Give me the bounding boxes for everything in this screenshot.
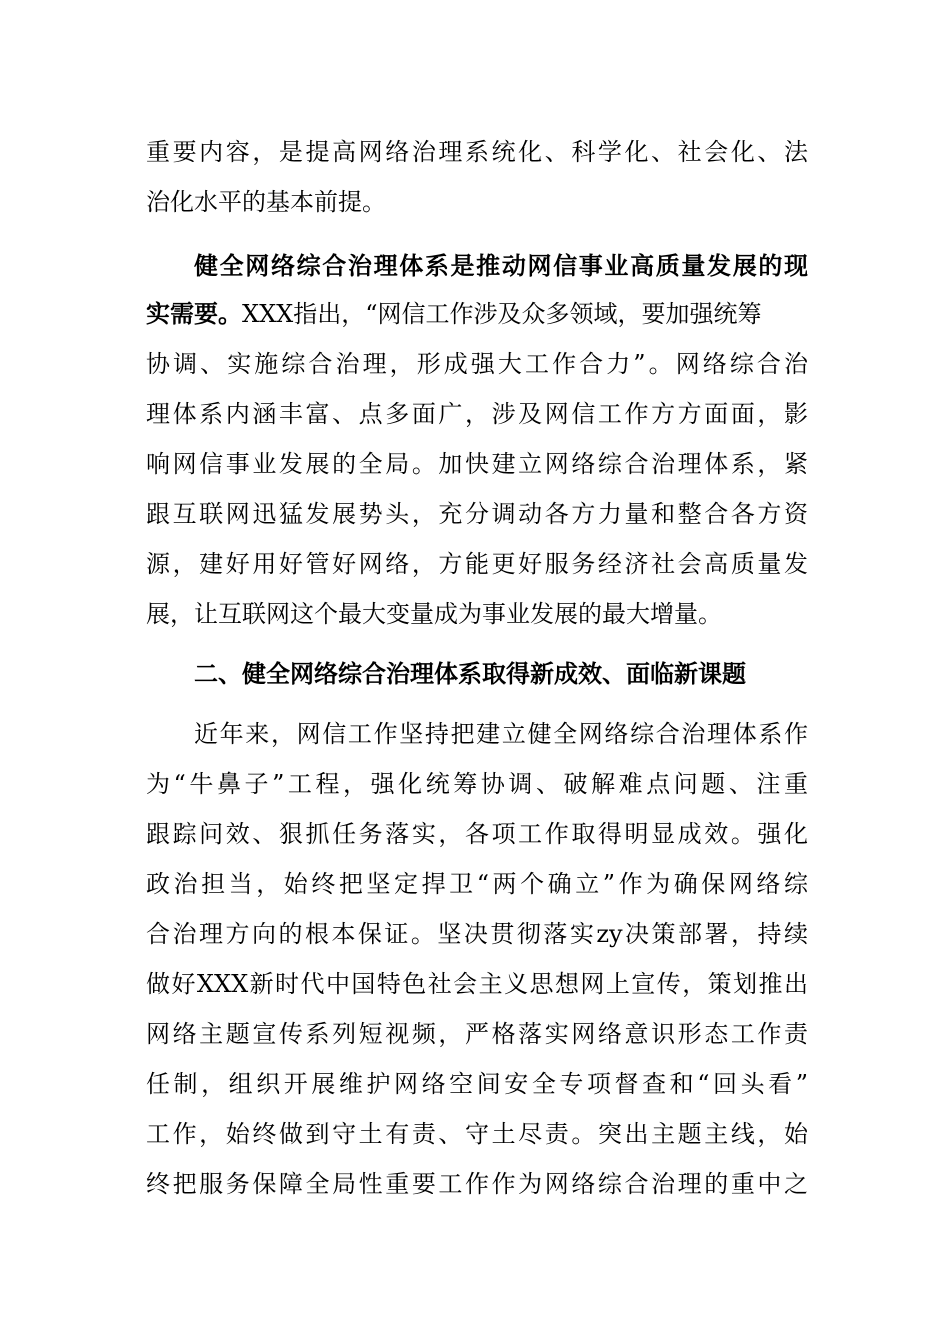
text-line: 协调、实施综合治理，形成强大工作合力”。网络综合治 [146, 350, 808, 378]
text-line: 跟踪问效、狠抓任务落实，各项工作取得明显成效。强化 [146, 820, 808, 848]
paragraph-lead-bold-end: 实需要。 [146, 299, 242, 328]
text-line: 源，建好用好管好网络，方能更好服务经济社会高质量发 [146, 550, 808, 578]
text-line: 重要内容，是提高网络治理系统化、科学化、社会化、法 [146, 138, 808, 166]
text-line: 响网信事业发展的全局。加快建立网络综合治理体系，紧 [146, 450, 808, 478]
text-line: 近年来，网信工作坚持把建立健全网络综合治理体系作 [194, 720, 808, 748]
quote-intro: XXX指出，“网信工作涉及众多领域，要加强统筹 [242, 300, 762, 328]
text-line: 跟互联网迅猛发展势头，充分调动各方力量和整合各方资 [146, 500, 808, 528]
text-line: 理体系内涵丰富、点多面广，涉及网信工作方方面面，影 [146, 400, 808, 428]
text-line: 为“牛鼻子”工程，强化统筹协调、破解难点问题、注重 [146, 770, 808, 798]
text-line: 网络主题宣传系列短视频，严格落实网络意识形态工作责 [146, 1020, 808, 1048]
text-line: 政治担当，始终把坚定捍卫“两个确立”作为确保网络综 [146, 870, 808, 898]
text-line: 合治理方向的根本保证。坚决贯彻落实zy决策部署，持续 [146, 920, 808, 948]
text-line: 终把服务保障全局性重要工作作为网络综合治理的重中之 [146, 1170, 808, 1198]
text-line: 做好XXX新时代中国特色社会主义思想网上宣传，策划推出 [146, 970, 808, 998]
text-line [146, 297, 808, 331]
text-line: 工作，始终做到守土有责、守土尽责。突出主题主线，始 [146, 1120, 808, 1148]
text-line: 展，让互联网这个最大变量成为事业发展的最大增量。 [146, 600, 722, 628]
paragraph-lead-bold: 健全网络综合治理体系是推动网信事业高质量发展的现 [194, 251, 808, 280]
text-line: 治化水平的基本前提。 [146, 188, 386, 216]
text-line: 任制，组织开展维护网络空间安全专项督查和“回头看” [146, 1070, 808, 1098]
section-heading: 二、健全网络综合治理体系取得新成效、面临新课题 [194, 659, 746, 688]
